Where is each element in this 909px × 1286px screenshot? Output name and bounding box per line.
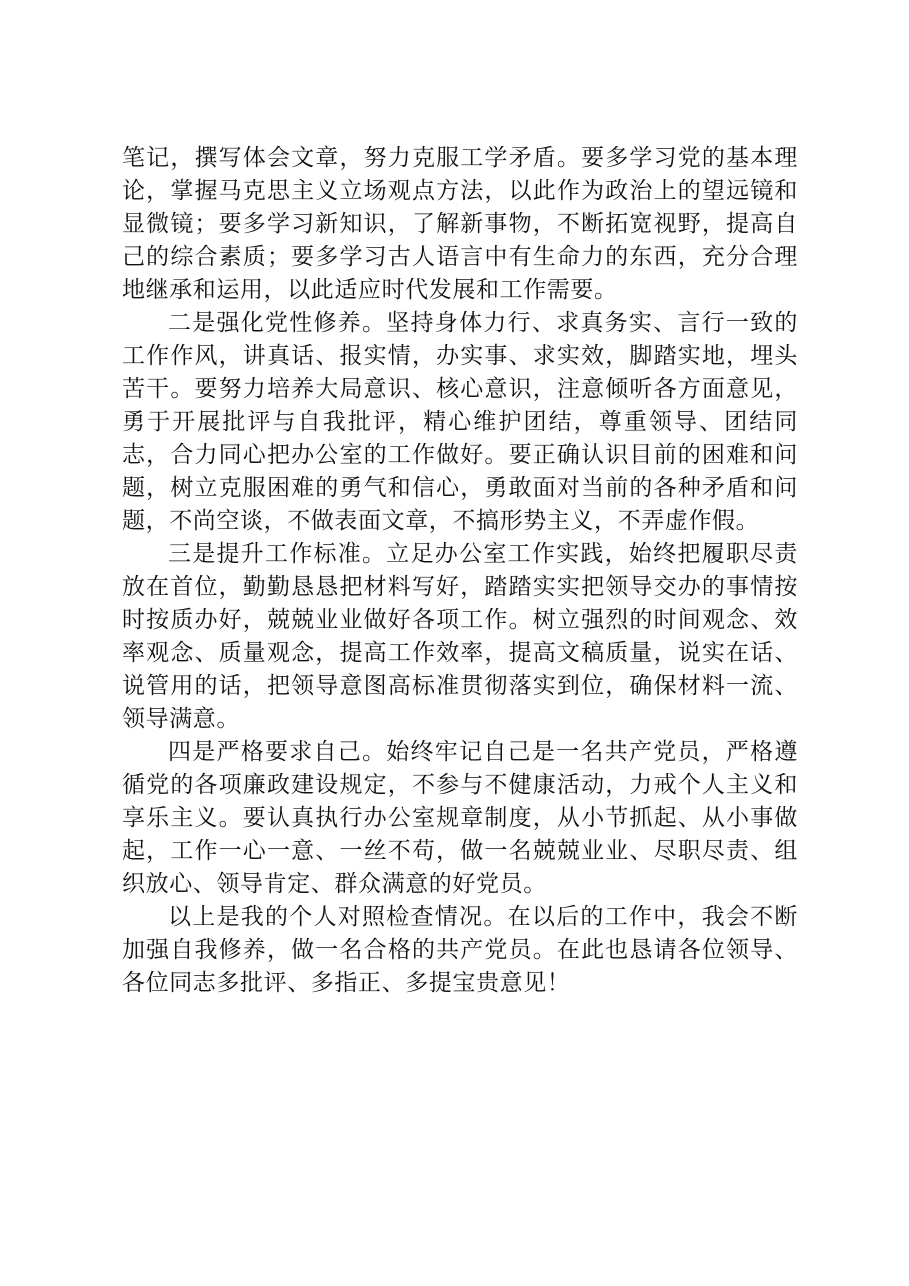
paragraph-self-discipline: 四是严格要求自己。始终牢记自己是一名共产党员，严格遵循党的各项廉政建设规定，不参与不健康活动，力戒个人主义和享乐主义。要认真执行办公室规章制度，从小节抓起、从小事做起，工作一心一意、一丝不苟，做一名兢兢业业、尽职尽责、组织放心、领导肯定、群众满意的好党员。 <box>122 739 798 897</box>
paragraph-party-spirit: 二是强化党性修养。坚持身体力行、求真务实、言行一致的工作作风，讲真话、报实情，办实事、求实效，脚踏实地，埋头苦干。要努力培养大局意识、核心意识，注意倾听各方面意见，勇于开展批评与自我批评，精心维护团结，尊重领导、团结同志，合力同心把办公室的工作做好。要正确认识目前的困难和问题，树立克服困难的勇气和信心，勇敢面对当前的各种矛盾和问题，不尚空谈，不做表面文章，不搞形势主义，不弄虚作假。 <box>122 310 798 534</box>
paragraph-conclusion: 以上是我的个人对照检查情况。在以后的工作中，我会不断加强自我修养，做一名合格的共产党员。在此也恳请各位领导、各位同志多批评、多指正、多提宝贵意见！ <box>122 904 798 996</box>
paragraph-continuation: 笔记，撰写体会文章，努力克服工学矛盾。要多学习党的基本理论，掌握马克思主义立场观点方法，以此作为政治上的望远镜和显微镜；要多学习新知识，了解新事物，不断拓宽视野，提高自己的综合素质；要多学习古人语言中有生命力的东西，充分合理地继承和运用，以此适应时代发展和工作需要。 <box>122 145 798 303</box>
paragraph-work-standard: 三是提升工作标准。立足办公室工作实践，始终把履职尽责放在首位，勤勤恳恳把材料写好，踏踏实实把领导交办的事情按时按质办好，兢兢业业做好各项工作。树立强烈的时间观念、效率观念、质量观念，提高工作效率，提高文稿质量，说实在话、说管用的话，把领导意图高标准贯彻落实到位，确保材料一流、领导满意。 <box>122 541 798 732</box>
document-body <box>122 142 798 1000</box>
